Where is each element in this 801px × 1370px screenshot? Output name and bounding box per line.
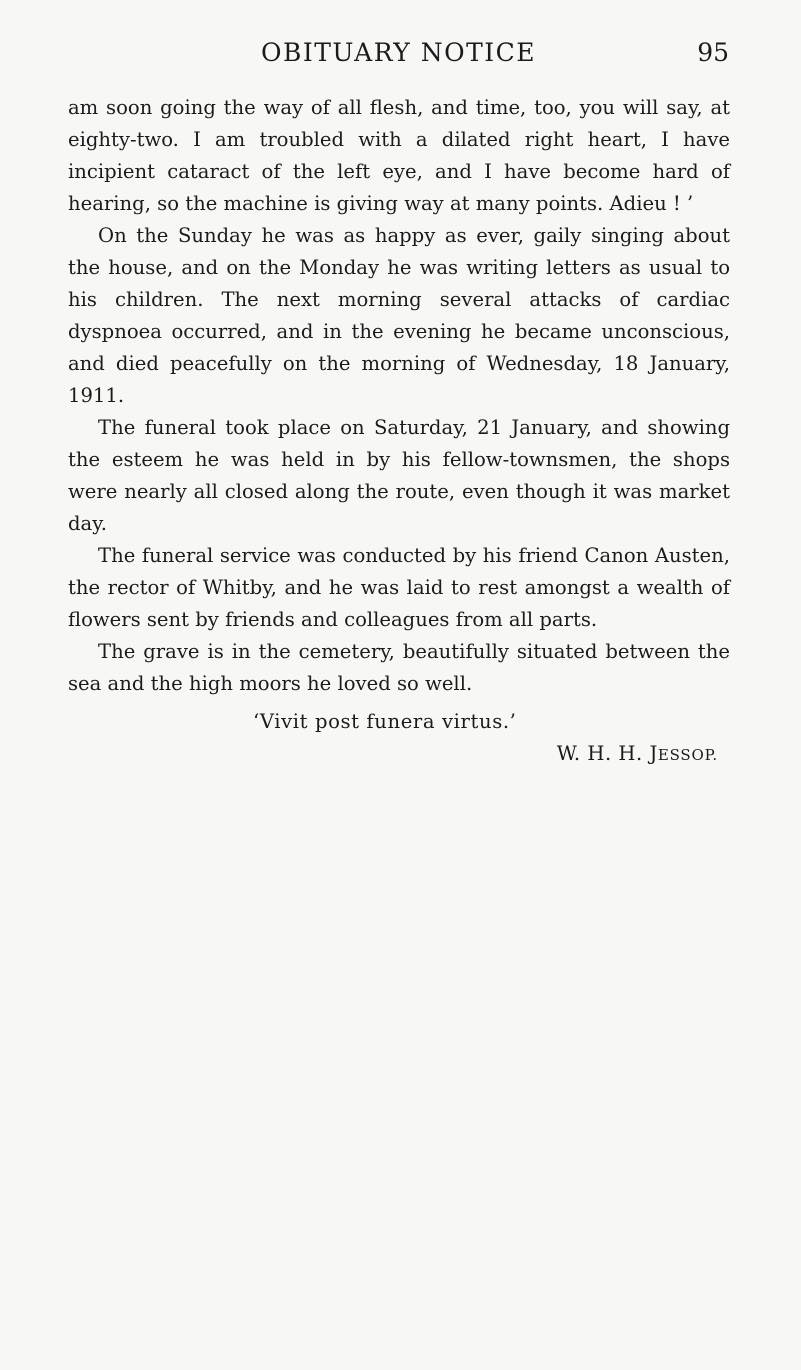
- paragraph-service: The funeral service was conducted by his friend Canon Austen, the rector of Whitby, and he was laid to rest amongst a wealth of flowers sent by friends and colleagues from all parts.: [68, 544, 730, 631]
- paragraph-continued: am soon going the way of all flesh, and time, too, you will say, at eighty-two. I am troubled with a dilated right heart, I have incipient cataract of the left eye, and I have become hard of hearing, so the machine is giving way at many points. Adieu ! ’: [68, 96, 730, 215]
- running-head: [68, 36, 729, 70]
- body-text: [68, 92, 730, 771]
- paragraph-sunday: On the Sunday he was as happy as ever, gaily singing about the house, and on the Monday he was writing letters as usual to his children. The next morning several attacks of cardiac dyspnoea occurred, and in the evening he became unconscious, and died peacefully on the morning of Wednesday, 18 January, 1911.: [68, 224, 730, 407]
- signature-surname-smallcaps: ESSOP.: [657, 746, 718, 764]
- author-signature: [68, 738, 730, 771]
- page-number: 95: [697, 38, 729, 67]
- paragraph-grave: The grave is in the cemetery, beautifully situated between the sea and the high moors he loved so well.: [68, 640, 730, 695]
- signature-initials: W. H. H. J: [556, 742, 658, 765]
- paragraph-funeral: The funeral took place on Saturday, 21 January, and showing the esteem he was held in by his fellow-townsmen, the shops were nearly all closed along the route, even though it was market day.: [68, 416, 730, 535]
- running-title: OBITUARY NOTICE: [260, 38, 537, 67]
- latin-motto: ‘Vivit post funera virtus.’: [253, 710, 517, 733]
